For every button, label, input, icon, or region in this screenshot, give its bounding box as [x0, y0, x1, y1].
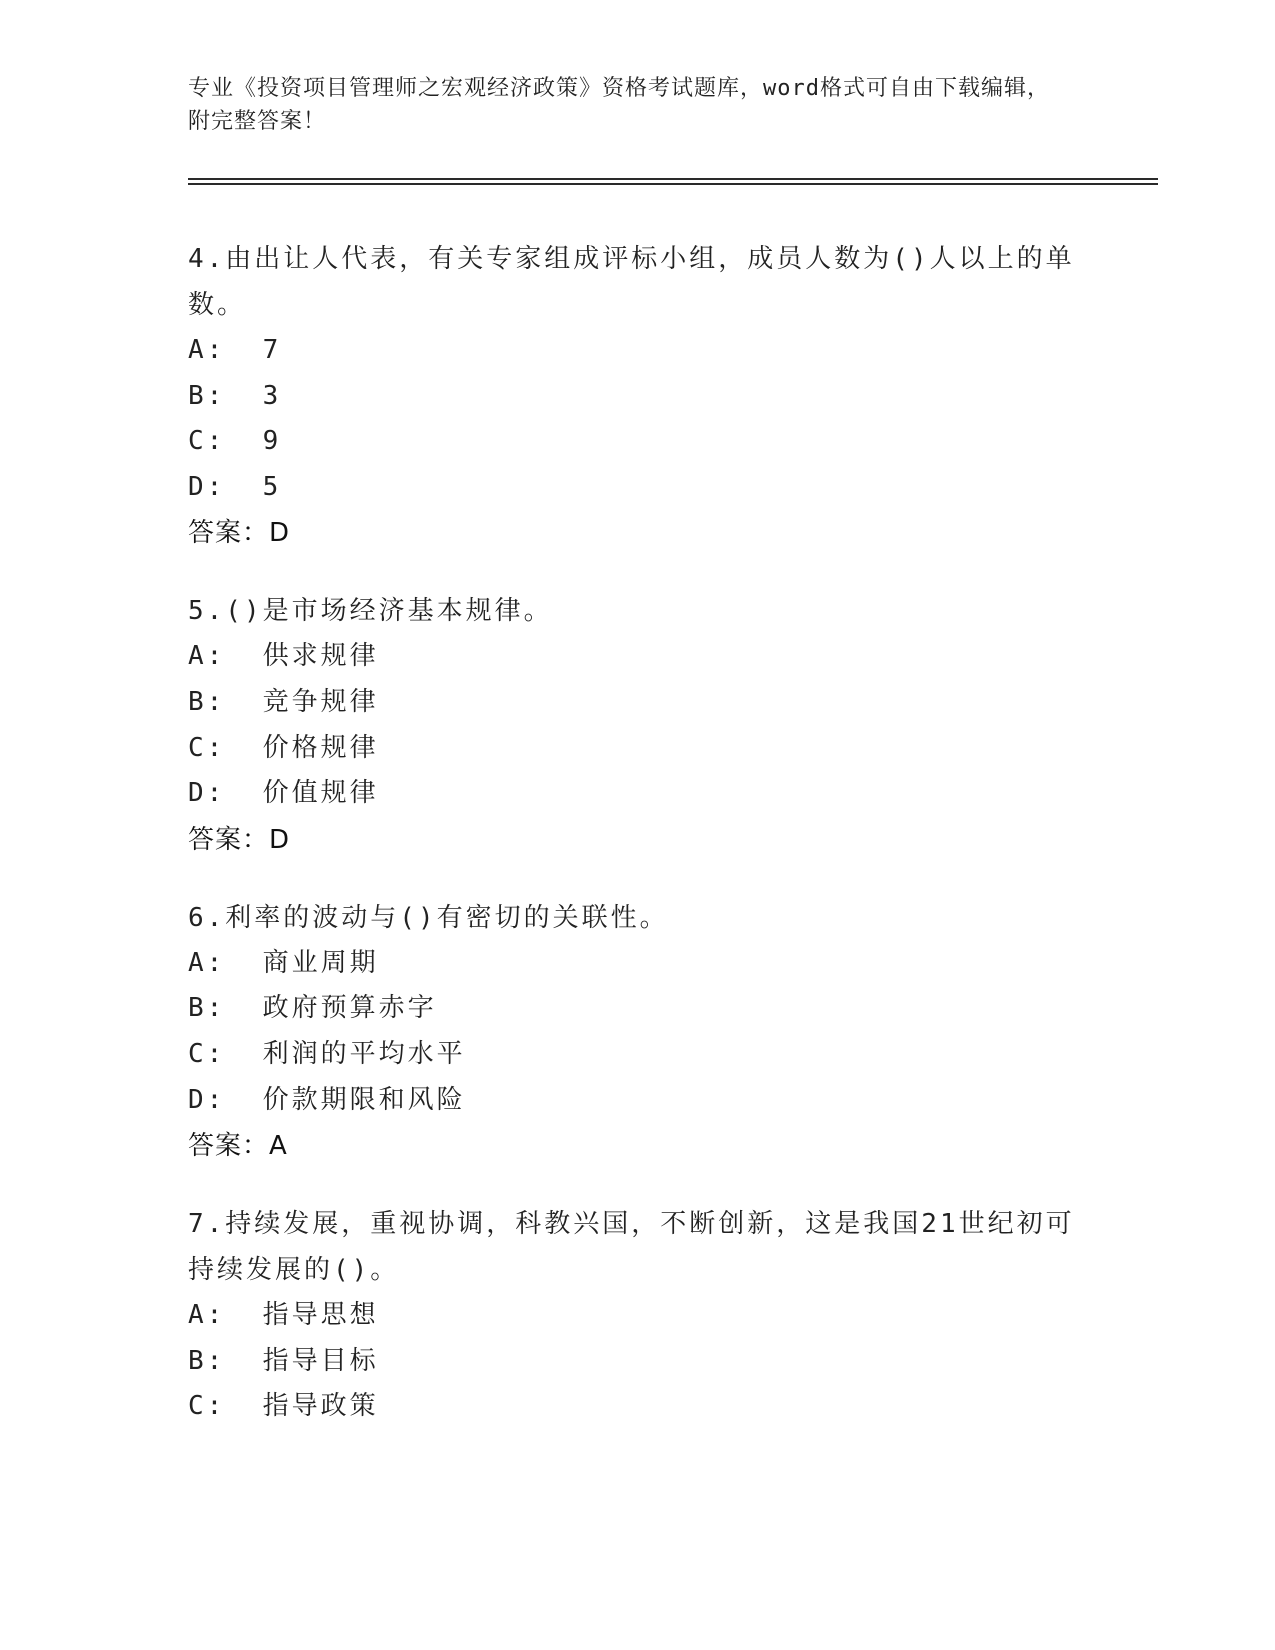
question-stem: 6.利率的波动与()有密切的关联性。 [188, 902, 669, 933]
answer-line: 答案：D [188, 824, 291, 855]
option-a: A: 商业周期 [188, 947, 379, 978]
option-d: D: 5 [188, 471, 282, 502]
document-header: 专业《投资项目管理师之宏观经济政策》资格考试题库，word格式可自由下载编辑，附完整答案！ [188, 76, 1050, 134]
option-b: B: 指导目标 [188, 1345, 379, 1376]
question-5 [188, 588, 1088, 862]
option-d: D: 价值规律 [188, 778, 379, 809]
option-c: C: 9 [188, 426, 282, 457]
header-divider-top [188, 178, 1158, 180]
option-c: C: 指导政策 [188, 1391, 379, 1422]
question-4 [188, 236, 1088, 556]
header-divider-bottom [188, 183, 1158, 185]
option-c: C: 价格规律 [188, 732, 379, 763]
answer-line: 答案：D [188, 518, 291, 549]
question-stem: 7.持续发展，重视协调，科教兴国，不断创新，这是我国21世纪初可持续发展的()。 [188, 1209, 1075, 1286]
question-stem: 4.由出让人代表，有关专家组成评标小组，成员人数为()人以上的单数。 [188, 244, 1075, 320]
option-a: A: 供求规律 [188, 641, 379, 672]
question-stem: 5.()是市场经济基本规律。 [188, 596, 553, 627]
option-b: B: 3 [188, 380, 282, 411]
question-list [188, 236, 1088, 1462]
question-7 [188, 1201, 1088, 1430]
option-c: C: 利润的平均水平 [188, 1038, 466, 1069]
question-6 [188, 895, 1088, 1169]
option-a: A: 指导思想 [188, 1300, 379, 1331]
option-b: B: 竞争规律 [188, 686, 379, 717]
answer-line: 答案：A [188, 1131, 288, 1162]
option-a: A: 7 [188, 335, 282, 365]
option-d: D: 价款期限和风险 [188, 1084, 466, 1115]
option-b: B: 政府预算赤字 [188, 993, 437, 1024]
